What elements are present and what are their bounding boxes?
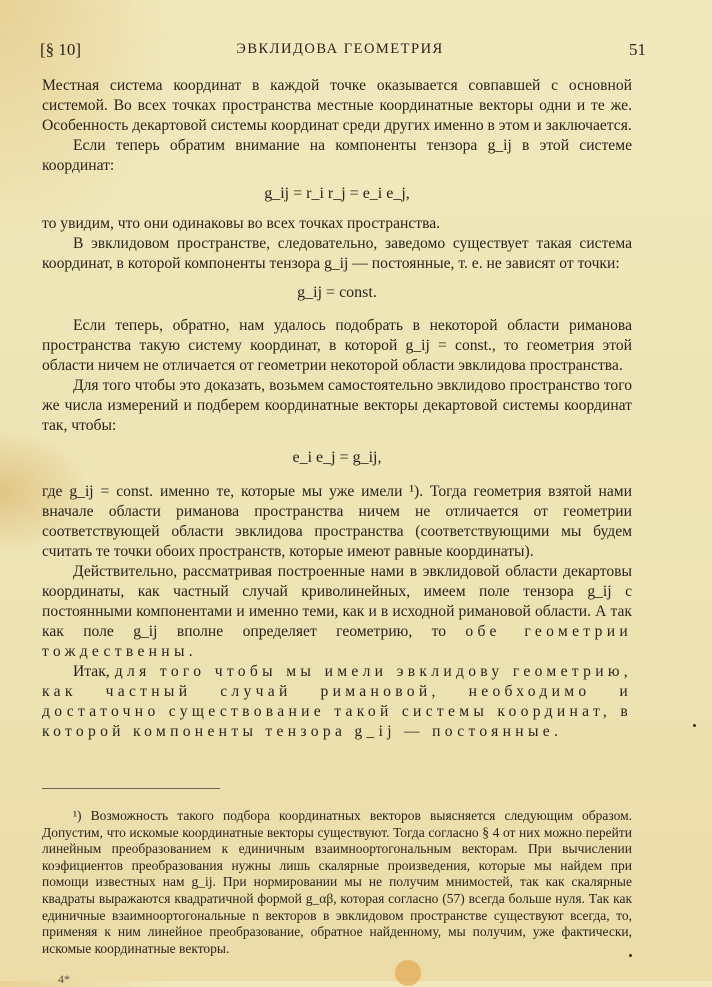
footnote-1: ¹) Возможность такого подбора координатных векторов выясняется следующим образом. Допустим, что искомые координатные векторы существуют. Тогда согласно § 4 от них можно перейти линейным преобразованием к единичным взаимноортогональным векторам. При вычислении коэфициентов преобразования нужны лишь скалярные произведения, которые мы найдем при помощи известных нам g_ij. При нормировании мы не получим мнимостей, так как скалярные квадраты выражаются квадратичной формой g_αβ, которая согласно (57) всегда больше нуля. Так как единичные взаимноортогональные n векторов в эвклидовом пространстве существуют всегда, то, применяя к ним линейное преобразование, обратное найденному, мы получим, уже фактически, искомые координатные векторы.	[42, 808, 632, 956]
paragraph-2: Если теперь обратим внимание на компоненты тензора g_ij в этой системе координат:	[42, 137, 632, 174]
speck	[693, 724, 696, 727]
formula-2: g_ij = const.	[297, 284, 377, 301]
running-header	[40, 40, 646, 62]
paragraph-8-text: Действительно, рассматривая построенные нами в эвклидовой области декартовы координаты, как частный случай криволинейных, имеем поле тензора g_ij с постоянными компонентами и именно теми, как и в исходной римановой области. А так как поле g_ij вполне определяет геометрию, то	[42, 563, 632, 640]
paragraph-4: В эвклидовом пространстве, следовательно, заведомо существует такая система координат, в которой компоненты тензора g_ij — постоянные, т. е. не зависят от точки:	[42, 235, 632, 272]
paragraph-9	[42, 662, 632, 742]
speck	[629, 954, 632, 957]
main-text	[42, 76, 632, 742]
paragraph-1: Местная система координат в каждой точке оказывается совпавшей с основной системой. Во всех точках пространства местные координатные векторы одни и те же. Особенность декартовой системы координат среди других именно в этом и заключается.	[42, 77, 632, 134]
section-label: [§ 10]	[40, 40, 82, 59]
paragraph-8	[42, 562, 632, 662]
emphasis-identical: обе геометрии тождественны.	[42, 623, 633, 660]
formula-3: e_i e_j = g_ij,	[292, 449, 382, 466]
paragraph-9-lead: Итак,	[73, 663, 115, 680]
emphasis-conclusion: для того чтобы мы имели эвклидову геометрию, как частный случай римановой, необходимо и достаточно существование такой системы координат, в которой компоненты тензора g_ij — постоянные.	[42, 663, 632, 740]
paragraph-7: где g_ij = const. именно те, которые мы уже имели ¹). Тогда геометрия взятой нами вначале области риманова пространства ничем не отличается от геометрии соответствующей области эвклидова пространства (соответствующими мы будем считать те точки обоих пространств, которые имеют равные координаты).	[42, 483, 632, 560]
paragraph-5: Если теперь, обратно, нам удалось подобрать в некоторой области риманова пространства такую систему координат, в которой g_ij = const., то геометрия этой области ничем не отличается от геометрии некоторой области эвклидова пространства.	[42, 317, 632, 374]
paragraph-6: Для того чтобы это доказать, возьмем самостоятельно эвклидово пространство того же числа измерений и подберем координатные векторы декартовой системы координат так, чтобы:	[42, 377, 632, 434]
paragraph-3: то увидим, что они одинаковы во всех точках пространства.	[42, 215, 441, 232]
formula-1: g_ij = r_i r_j = e_i e_j,	[264, 185, 410, 202]
signature-mark: 4*	[58, 972, 70, 986]
page-number: 51	[629, 40, 646, 59]
footnote-separator	[42, 788, 220, 789]
footnote	[42, 808, 632, 957]
page-title: ЭВКЛИДОВА ГЕОМЕТРИЯ	[236, 41, 444, 57]
paper-stain	[395, 960, 421, 986]
